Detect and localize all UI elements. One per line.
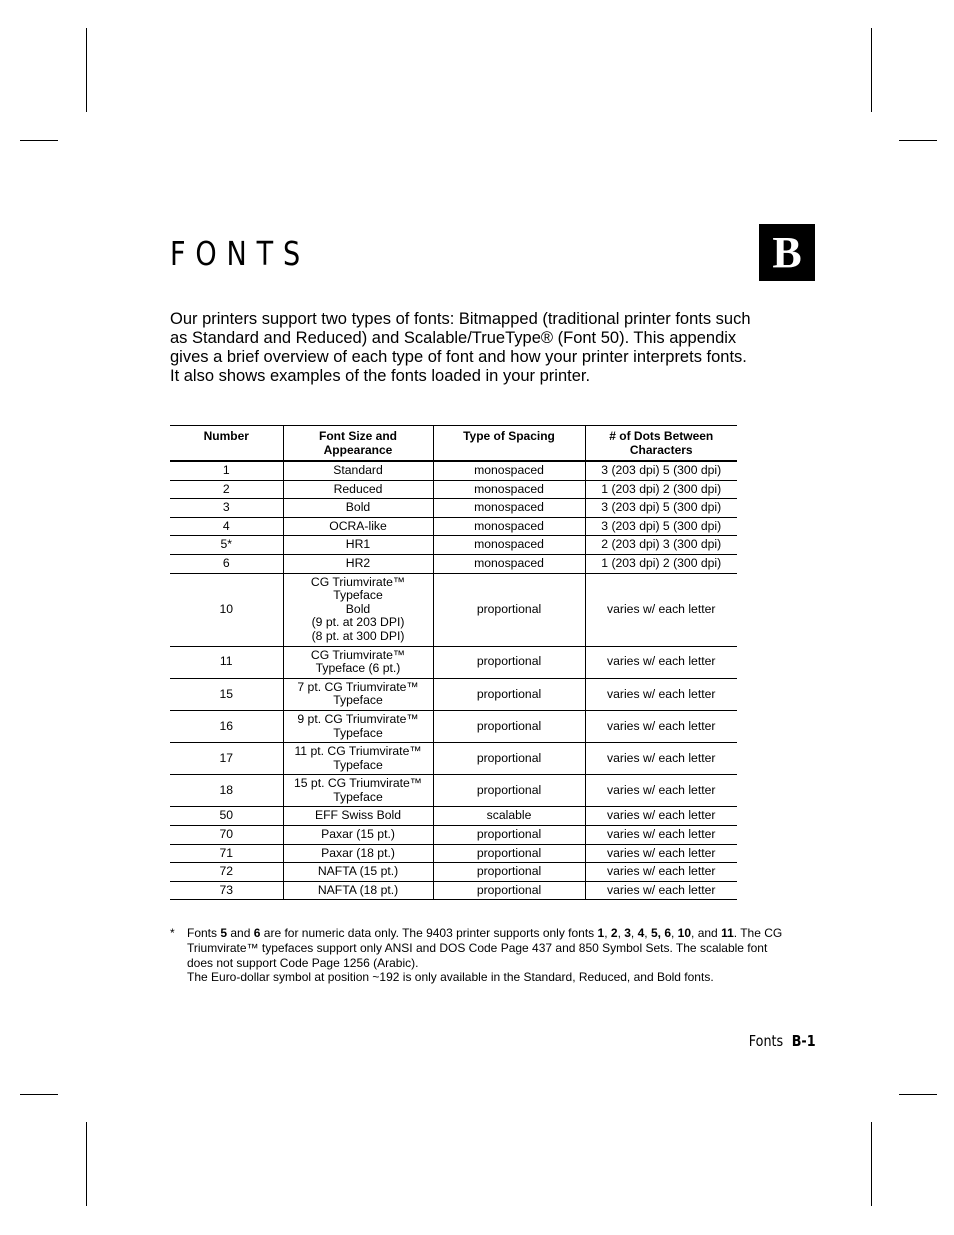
cell-number: 17 xyxy=(170,743,283,775)
font-ref: 2 xyxy=(610,926,618,940)
intro-paragraph xyxy=(170,310,760,386)
table-row xyxy=(170,844,737,863)
cell-dots: 3 (203 dpi) 5 (300 dpi) xyxy=(585,499,737,518)
table-row xyxy=(170,710,737,742)
cell-font-size: Paxar (18 pt.) xyxy=(283,844,433,863)
table-row xyxy=(170,807,737,826)
cell-dots: varies w/ each letter xyxy=(585,844,737,863)
page-title: FONTS xyxy=(170,234,311,273)
cell-font-size: 9 pt. CG Triumvirate™ Typeface xyxy=(283,710,433,742)
cell-number: 5* xyxy=(170,536,283,555)
cell-spacing: proportional xyxy=(433,743,585,775)
crop-mark xyxy=(20,140,58,141)
cell-spacing: proportional xyxy=(433,844,585,863)
cell-font-size: CG Triumvirate™ Typeface (6 pt.) xyxy=(283,646,433,678)
cell-spacing: monospaced xyxy=(433,536,585,555)
footer-section: Fonts xyxy=(749,1032,784,1050)
header-dots: # of Dots Between Characters xyxy=(585,426,737,462)
footnote-fragment: , xyxy=(617,926,625,940)
cell-dots: varies w/ each letter xyxy=(585,646,737,678)
cell-font-size: HR1 xyxy=(283,536,433,555)
font-ref: 10 xyxy=(677,926,692,940)
table-row xyxy=(170,499,737,518)
crop-mark xyxy=(86,28,87,112)
cell-spacing: proportional xyxy=(433,646,585,678)
cell-dots: varies w/ each letter xyxy=(585,678,737,710)
cell-spacing: monospaced xyxy=(433,554,585,573)
header-number: Number xyxy=(170,426,283,462)
cell-number: 3 xyxy=(170,499,283,518)
table-row xyxy=(170,678,737,710)
table-row xyxy=(170,646,737,678)
cell-spacing: proportional xyxy=(433,678,585,710)
cell-number: 73 xyxy=(170,881,283,900)
cell-number: 11 xyxy=(170,646,283,678)
cell-dots: varies w/ each letter xyxy=(585,826,737,845)
font-ref: 11 xyxy=(721,926,734,940)
cell-font-size: EFF Swiss Bold xyxy=(283,807,433,826)
cell-number: 50 xyxy=(170,807,283,826)
font-ref: 6 xyxy=(664,926,671,940)
cell-dots: varies w/ each letter xyxy=(585,710,737,742)
fonts-table xyxy=(170,425,737,900)
cell-number: 2 xyxy=(170,480,283,499)
table-header-row xyxy=(170,426,737,462)
table-row xyxy=(170,461,737,480)
cell-spacing: proportional xyxy=(433,881,585,900)
font-ref: 5 xyxy=(220,926,228,940)
footnote-fragment: , xyxy=(604,926,611,940)
cell-dots: 1 (203 dpi) 2 (300 dpi) xyxy=(585,480,737,499)
footnote-fragment: and xyxy=(227,926,254,940)
footnote-text xyxy=(187,926,790,985)
table-row xyxy=(170,573,737,646)
cell-font-size: NAFTA (18 pt.) xyxy=(283,881,433,900)
footnote-fragment: Fonts xyxy=(187,926,221,940)
cell-spacing: monospaced xyxy=(433,499,585,518)
footnote-fragment: are for numeric data only. The 9403 printer supports only fonts xyxy=(260,926,598,940)
cell-font-size: Reduced xyxy=(283,480,433,499)
cell-font-size: CG Triumvirate™ Typeface Bold (9 pt. at 203 DPI) (8 pt. at 300 DPI) xyxy=(283,573,433,646)
footnote-fragment: , xyxy=(671,926,678,940)
table-body xyxy=(170,461,737,900)
cell-dots: varies w/ each letter xyxy=(585,863,737,882)
cell-number: 71 xyxy=(170,844,283,863)
cell-number: 6 xyxy=(170,554,283,573)
table-row xyxy=(170,517,737,536)
cell-font-size: HR2 xyxy=(283,554,433,573)
cell-spacing: monospaced xyxy=(433,517,585,536)
cell-font-size: NAFTA (15 pt.) xyxy=(283,863,433,882)
cell-number: 4 xyxy=(170,517,283,536)
cell-number: 10 xyxy=(170,573,283,646)
cell-spacing: monospaced xyxy=(433,461,585,480)
cell-font-size: OCRA-like xyxy=(283,517,433,536)
table-row xyxy=(170,863,737,882)
footnote-fragment: , and xyxy=(691,926,722,940)
cell-font-size: 7 pt. CG Triumvirate™ Typeface xyxy=(283,678,433,710)
cell-font-size: 15 pt. CG Triumvirate™ Typeface xyxy=(283,775,433,807)
cell-number: 1 xyxy=(170,461,283,480)
cell-spacing: monospaced xyxy=(433,480,585,499)
cell-dots: 3 (203 dpi) 5 (300 dpi) xyxy=(585,517,737,536)
cell-spacing: proportional xyxy=(433,826,585,845)
table-row xyxy=(170,881,737,900)
cell-font-size: Paxar (15 pt.) xyxy=(283,826,433,845)
cell-number: 70 xyxy=(170,826,283,845)
crop-mark xyxy=(871,28,872,112)
font-ref: 4 xyxy=(637,926,645,940)
table-row xyxy=(170,775,737,807)
cell-number: 16 xyxy=(170,710,283,742)
cell-dots: varies w/ each letter xyxy=(585,807,737,826)
chapter-tab: B xyxy=(759,224,815,281)
cell-number: 15 xyxy=(170,678,283,710)
header-spacing: Type of Spacing xyxy=(433,426,585,462)
table-row xyxy=(170,743,737,775)
footnote-marker: * xyxy=(170,926,175,940)
cell-spacing: scalable xyxy=(433,807,585,826)
cell-font-size: Bold xyxy=(283,499,433,518)
table-row xyxy=(170,480,737,499)
footnote-euro-note: The Euro-dollar symbol at position ~192 is only available in the Standard, Reduced, and Bold fonts. xyxy=(187,970,714,985)
footnote-fragment: , xyxy=(644,926,651,940)
font-ref: 1 xyxy=(597,926,605,940)
cell-number: 18 xyxy=(170,775,283,807)
cell-dots: 2 (203 dpi) 3 (300 dpi) xyxy=(585,536,737,555)
cell-font-size: 11 pt. CG Triumvirate™ Typeface xyxy=(283,743,433,775)
cell-dots: varies w/ each letter xyxy=(585,743,737,775)
crop-mark xyxy=(899,1094,937,1095)
cell-dots: varies w/ each letter xyxy=(585,881,737,900)
header-font-size: Font Size and Appearance xyxy=(283,426,433,462)
cell-spacing: proportional xyxy=(433,710,585,742)
page-footer xyxy=(749,1032,816,1050)
cell-font-size: Standard xyxy=(283,461,433,480)
page-number: B-1 xyxy=(792,1032,816,1050)
crop-mark xyxy=(20,1094,58,1095)
cell-spacing: proportional xyxy=(433,573,585,646)
cell-number: 72 xyxy=(170,863,283,882)
cell-dots: varies w/ each letter xyxy=(585,573,737,646)
cell-spacing: proportional xyxy=(433,775,585,807)
crop-mark xyxy=(899,140,937,141)
cell-dots: varies w/ each letter xyxy=(585,775,737,807)
font-ref: 6 xyxy=(253,926,261,940)
footnote xyxy=(170,926,790,985)
font-ref: 3 xyxy=(624,926,631,940)
font-ref: 5, xyxy=(650,926,661,940)
footnote-fragment: . The CG Triumvirate™ typefaces support only ANSI and DOS Code Page 437 and 850 Symbol Sets. The scalable font does not support Code Page 1256 (Arabic). xyxy=(187,926,783,970)
cell-dots: 1 (203 dpi) 2 (300 dpi) xyxy=(585,554,737,573)
footnote-fragment: , xyxy=(630,926,638,940)
crop-mark xyxy=(86,1122,87,1206)
cell-dots: 3 (203 dpi) 5 (300 dpi) xyxy=(585,461,737,480)
table-row xyxy=(170,536,737,555)
cell-spacing: proportional xyxy=(433,863,585,882)
table-row xyxy=(170,826,737,845)
intro-text: Our printers support two types of fonts: Bitmapped (traditional printer fonts such as Standard and Reduced) and Scalable/TrueType® (Font 50). This appendix gives a brief overview of each type of font and how your printer interprets fonts. It also shows examples of the fonts loaded in your printer. xyxy=(170,310,751,385)
table-row xyxy=(170,554,737,573)
crop-mark xyxy=(871,1122,872,1206)
